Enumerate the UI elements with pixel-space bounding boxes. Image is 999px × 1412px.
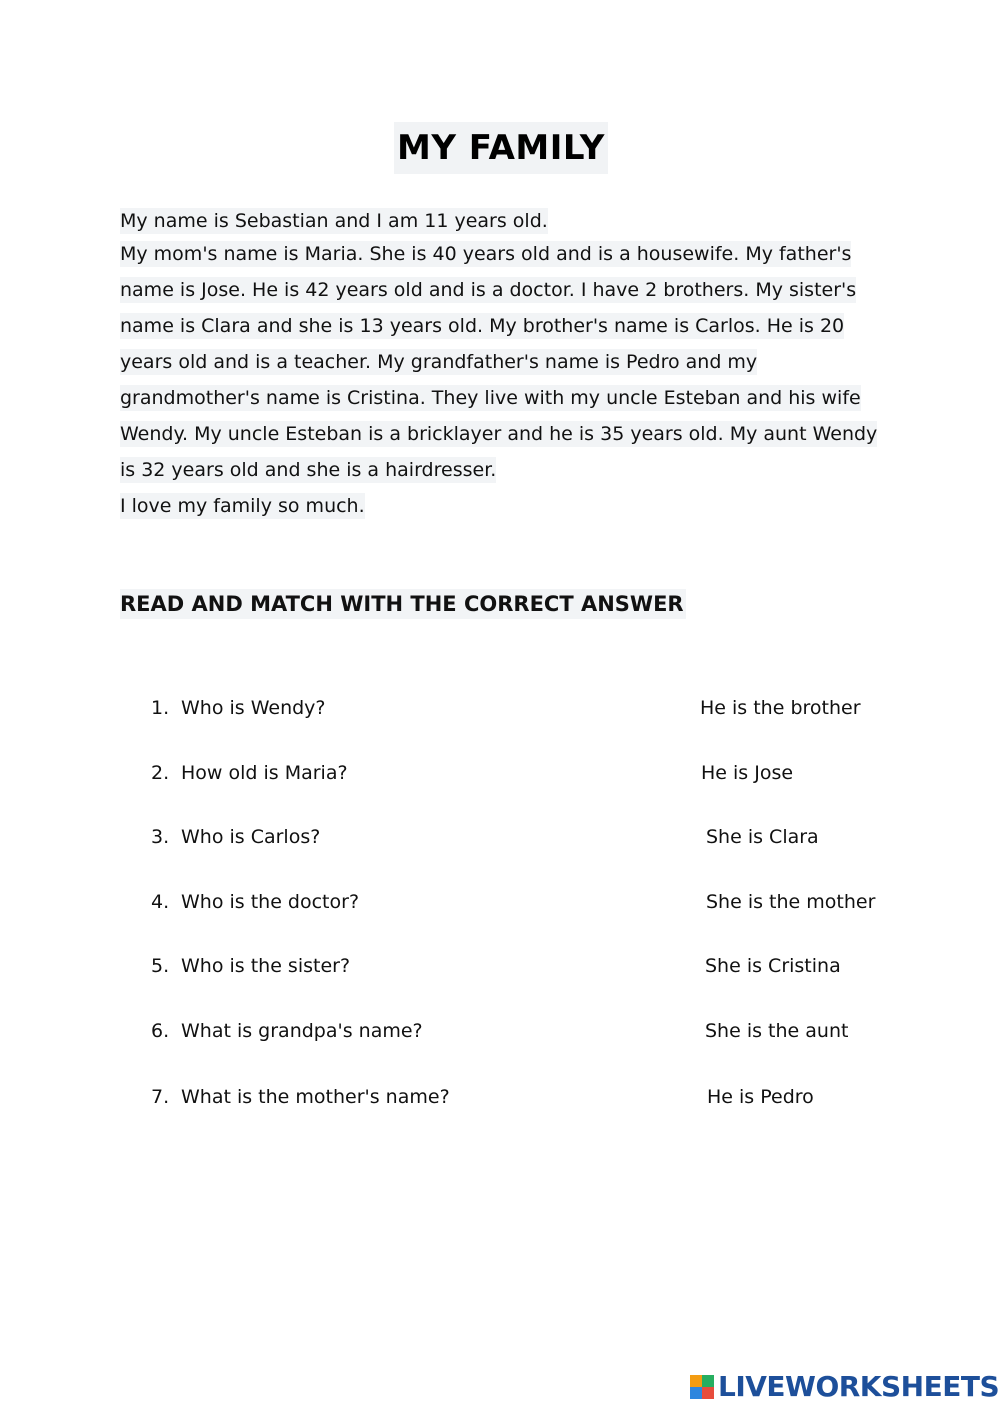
question-text: How old is Maria? (181, 762, 348, 784)
question-number: 4. (151, 891, 170, 913)
question-number: 6. (151, 1020, 170, 1042)
answer-option[interactable]: She is the mother (706, 891, 876, 913)
section-heading: READ AND MATCH WITH THE CORRECT ANSWER (120, 589, 686, 619)
paragraph-line: My name is Sebastian and I am 11 years old. (120, 210, 548, 232)
page-title: MY FAMILY (394, 122, 608, 174)
question-item (151, 824, 320, 850)
question-item (151, 760, 348, 786)
question-item (151, 695, 326, 721)
question-item (151, 1084, 450, 1110)
question-item (151, 889, 359, 915)
paragraph-line: name is Clara and she is 13 years old. My brother's name is Carlos. He is 20 (120, 315, 845, 337)
paragraph-line: years old and is a teacher. My grandfather's name is Pedro and my (120, 351, 758, 373)
question-text: What is the mother's name? (181, 1086, 450, 1108)
answer-option[interactable]: She is Clara (706, 826, 819, 848)
answer-option[interactable]: He is Pedro (707, 1086, 814, 1108)
question-text: What is grandpa's name? (181, 1020, 423, 1042)
answer-option[interactable]: She is the aunt (705, 1020, 849, 1042)
question-number: 3. (151, 826, 170, 848)
paragraph-line: My mom's name is Maria. She is 40 years old and is a housewife. My father's (120, 243, 852, 265)
paragraph-line: grandmother's name is Cristina. They live with my uncle Esteban and his wife (120, 387, 861, 409)
liveworksheets-logo (690, 1372, 999, 1402)
paragraph-line: I love my family so much. (120, 495, 365, 517)
paragraph-line: name is Jose. He is 42 years old and is a doctor. I have 2 brothers. My sister's (120, 279, 857, 301)
paragraph-line: Wendy. My uncle Esteban is a bricklayer and he is 35 years old. My aunt Wendy (120, 423, 878, 445)
question-number: 2. (151, 762, 170, 784)
question-text: Who is the sister? (181, 955, 351, 977)
question-number: 1. (151, 697, 170, 719)
liveworksheets-logo-icon (690, 1375, 714, 1399)
question-text: Who is Carlos? (181, 826, 321, 848)
paragraph-line: is 32 years old and she is a hairdresser. (120, 459, 497, 481)
question-text: Who is the doctor? (181, 891, 360, 913)
question-number: 7. (151, 1086, 170, 1108)
answer-option[interactable]: He is Jose (701, 762, 794, 784)
answer-option[interactable]: She is Cristina (705, 955, 841, 977)
question-item (151, 1018, 423, 1044)
question-number: 5. (151, 955, 170, 977)
question-text: Who is Wendy? (181, 697, 326, 719)
logo-text: LIVEWORKSHEETS (718, 1370, 999, 1403)
question-item (151, 953, 350, 979)
answer-option[interactable]: He is the brother (700, 697, 861, 719)
